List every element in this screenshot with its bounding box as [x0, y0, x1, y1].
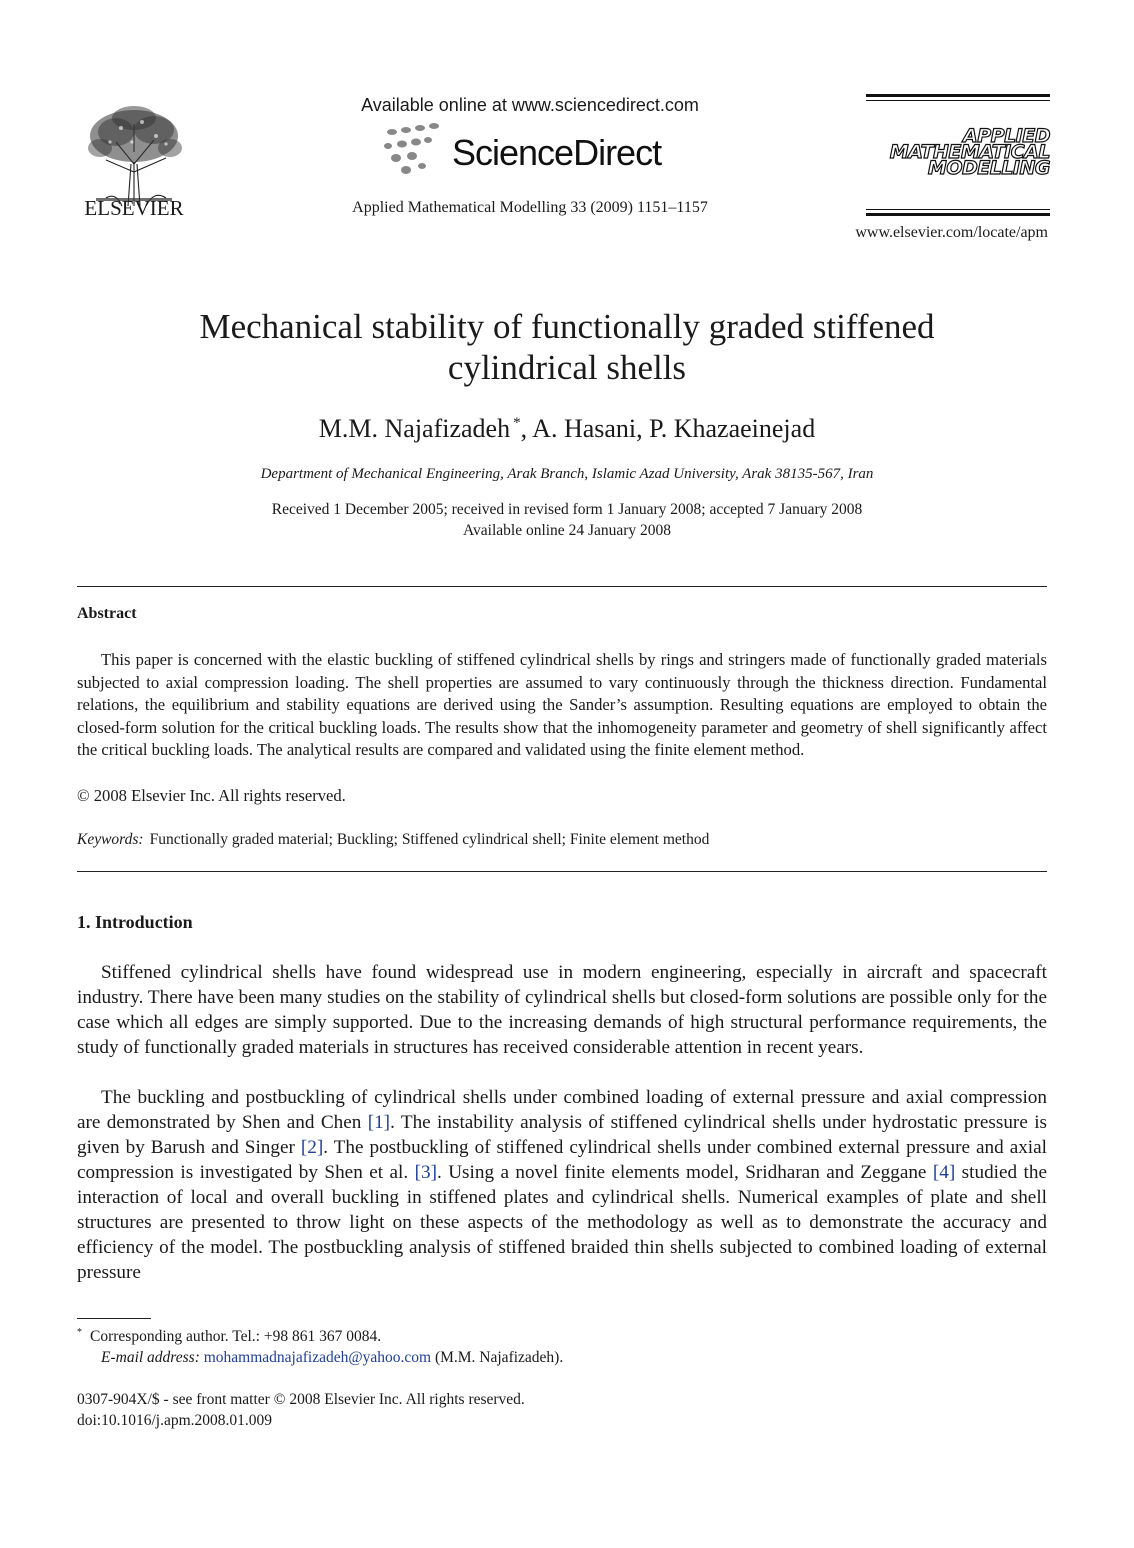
- available-online-text: Available online at www.sciencedirect.com: [361, 95, 699, 115]
- email-link[interactable]: mohammadnajafizadeh@yahoo.com: [203, 1349, 432, 1367]
- author-names-rest: , A. Hasani, P. Khazaeinejad: [520, 414, 816, 443]
- sciencedirect-dots-icon: [380, 122, 460, 178]
- doi-line: doi:10.1016/j.apm.2008.01.009: [77, 1412, 273, 1429]
- section-heading: 1. Introduction: [77, 912, 193, 932]
- article-history: [100, 499, 1034, 541]
- citation-link[interactable]: [3]: [414, 1162, 437, 1183]
- paper-title: Mechanical stability of functionally graded stiffened cylindrical shells: [199, 307, 935, 387]
- issn-line: 0307-904X/$ - see front matter © 2008 Elsevier Inc. All rights reserved.: [77, 1391, 525, 1408]
- footnote-divider: [77, 1318, 151, 1319]
- received-dates: Received 1 December 2005; received in revised form 1 January 2008; accepted 7 January 2008: [271, 501, 863, 518]
- journal-url: www.elsevier.com/locate/apm: [855, 224, 1048, 241]
- keywords-text: Functionally graded material; Buckling; Stiffened cylindrical shell; Finite element method: [149, 831, 710, 848]
- abstract-copyright: © 2008 Elsevier Inc. All rights reserved.: [77, 786, 346, 805]
- footnote-mark: *: [77, 1327, 82, 1338]
- journal-reference: Applied Mathematical Modelling 33 (2009) 1151–1157: [352, 199, 708, 216]
- sciencedirect-wordmark: ScienceDirect: [452, 132, 662, 173]
- publisher-name: ELSEVIER: [84, 196, 184, 220]
- journal-logo-text: APPLIED MATHEMATICAL MODELLING: [889, 125, 1050, 179]
- corresponding-author-note: Corresponding author. Tel.: +98 861 367 0084.: [90, 1328, 382, 1346]
- footnote: [77, 1322, 1047, 1368]
- divider: [77, 586, 1047, 587]
- paragraph: The buckling and postbuckling of cylindrical shells under combined loading of external pressure and axial compression are demonstrated by Shen and Chen [1]. The instability analysis of stiffened cylindrical shells under hydrostatic pressure is given by Barush and Singer [2]. The postbuckling of stiffened cylindrical shells under combined external pressure and axial compression is investigated by Shen et al. [3]. Using a novel finite elements model, Sridharan and Zeggane [4] studied the interaction of local and overall buckling in stiffened plates and cylindrical shells. Numerical examples of plate and shell structures are presented to throw light on these aspects of the methodology as well as to demonstrate the accuracy and efficiency of the model. The postbuckling analysis of stiffened braided thin shells subjected to combined loading of external pressure: [77, 1087, 1047, 1283]
- email-owner: (M.M. Najafizadeh).: [431, 1349, 564, 1367]
- journal-logo: [866, 92, 1050, 220]
- citation-link[interactable]: [1]: [367, 1112, 391, 1133]
- affiliation: Department of Mechanical Engineering, Arak Branch, Islamic Azad University, Arak 38135-567, Iran: [260, 466, 874, 482]
- front-matter: [77, 1389, 525, 1431]
- sciencedirect-logo: [380, 122, 680, 178]
- abstract-text: This paper is concerned with the elastic buckling of stiffened cylindrical shells by rings and stringers made of functionally graded materials subjected to axial compression loading. The shell properties are assumed to vary continuously through the thickness direction. Fundamental relations, the equilibrium and stability equations are derived using the Sander’s assumption. Resulting equations are employed to obtain the closed-form solution for the critical buckling loads. The results show that the inhomogeneity parameter and geometry of shell significantly affect the critical buckling loads. The analytical results are compared and validated using the finite element method.: [77, 650, 1047, 760]
- corresponding-mark: *: [513, 415, 521, 432]
- divider: [77, 871, 1047, 872]
- keywords: [77, 831, 1047, 849]
- email-label: E-mail address:: [101, 1349, 200, 1367]
- author-list: [100, 414, 1034, 444]
- author-name: M.M. Najafizadeh: [318, 414, 511, 443]
- citation-link[interactable]: [4]: [932, 1162, 956, 1183]
- abstract-heading: Abstract: [77, 605, 137, 622]
- citation-link[interactable]: [2]: [300, 1137, 324, 1158]
- available-date: Available online 24 January 2008: [462, 522, 672, 539]
- keywords-label: Keywords:: [77, 831, 144, 848]
- paragraph: Stiffened cylindrical shells have found widespread use in modern engineering, especially in aircraft and spacecraft industry. There have been many studies on the stability of cylindrical shells but closed-form solutions are possible only for the case which all edges are simply supported. Due to the increasing demands of high structural performance requirements, the study of functionally graded materials in structures has received considerable attention in recent years.: [77, 962, 1047, 1058]
